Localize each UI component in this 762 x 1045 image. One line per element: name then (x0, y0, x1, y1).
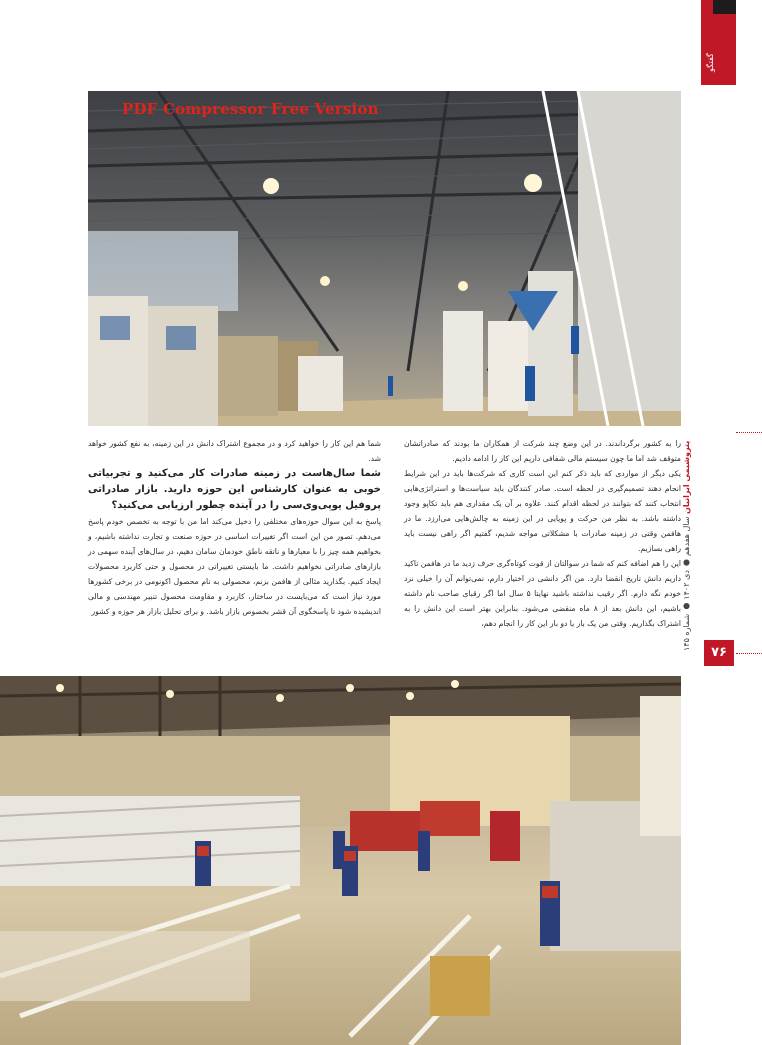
divider (736, 653, 762, 654)
issue-details: سال هفدهم ● دی ۱۴۰۲ ● شماره ۱۴۵ (682, 516, 691, 652)
article-column-left (88, 436, 381, 619)
paragraph: پاسخ به این سوال حوزه‌های مختلفی را دخیل می‌کند اما من با توجه به تخصص خودم پاسخ می‌دهم. تصور من این است اگر تغییرات اساسی در حوزه صنعت و تجارت نداشته باشیم، و بخواهیم همه چیز را با معیارها و ناتقه ناطق خودمان سامان دهیم، در سال‌های آینده سهمی در بازارهای صادراتی نخواهیم داشت. ما بایستی تغییراتی در محصول و حتی کاربرد محصولات ایجاد کنیم. بگذارید مثالی از هافمن بزنم، محصولی به نام محصول اکونومی در برخی کشورها مورد نیاز است که می‌بایست در ساختار، کاربرد و مقاومت محصول تنبیر مهندسی و مالی اندیشیده شود تا پاسخگوی آن قشر بخصوص بازار باشد. و برای تحلیل بازار هر حوزه و کشور (88, 517, 381, 616)
page-number: ۷۶ (704, 640, 734, 666)
production-line-illustration (0, 676, 681, 1045)
paragraph: یکی دیگر از مواردی که باید ذکر کنم این است کاری که شرکت‌ها باید در این شرایط انجام دهند تصمیم‌گیری در لحظه است. صادر کنندگان باید سیاست‌ها و استراتژی‌هایی انتخاب کنند که بتوانند در لحظه اقدام کنند. علاوه بر آن یک مقداری هم باید تکاپو وجود داشته باشد. به نظر من حرکت و پویایی در این زمینه به چالش‌هایی می‌ارزد. ما در هافمن وقتی در زمینه صادرات با مشکلاتی مواجه شدیم، گفتیم اگر راهی نیست باید راهی بسازیم. (404, 469, 681, 553)
section-tab-cap (713, 0, 736, 14)
interview-question: شما سال‌هاست در زمینه صادرات کار می‌کنید و تجربیاتی خوبی به عنوان کارشناس این حوزه دارید. بازار صادراتی پروفیل یو‌پی‌وی‌سی را در آینده چطور ارزیابی می‌کنید؟ (88, 468, 381, 511)
running-header (682, 430, 704, 662)
divider (736, 432, 762, 433)
paragraph: شما هم این کار را خواهید کرد و در مجموع اشتراک دانش در این زمینه، به نفع کشور خواهد شد. (88, 439, 381, 463)
section-tab-label: گفتگو (706, 53, 715, 73)
article-column-right (404, 436, 681, 631)
paragraph: این را هم اضافه کنم که شما در سوالتان از قوت کوتاه‌گری حرف زدید ما در هافمن تاکید داریم دانش تاریخ انقضا دارد. من اگر دانشی در اختیار دارم، نمی‌توانم آن را خیلی نزد خودم نگه دارم. اگر رقیب نداشته باشید نهایتا ۵ سال اما اگر رقبای صاحب نام داشته باشیم، این دانش بعد از ۸ ماه منقضی می‌شود. بنابراین بهتر است این دانش را به اشتراک بگذاریم. وقتی من یک بار یا دو بار این کار را انجام دهم، (404, 559, 681, 628)
watermark: PDF Compressor Free Version (122, 100, 379, 118)
paragraph: را به کشور برگرداندند. در این وضع چند شرکت از همکاران ما بودند که صادراتشان متوقف شد اما ما چون سیستم مالی شفافی داریم این کار را ادامه دادیم. (404, 439, 681, 463)
production-line-photo (0, 676, 681, 1045)
magazine-name: پتروشیمی ایرانیان (682, 440, 691, 515)
warehouse-photo (88, 91, 681, 426)
warehouse-illustration (88, 91, 681, 426)
